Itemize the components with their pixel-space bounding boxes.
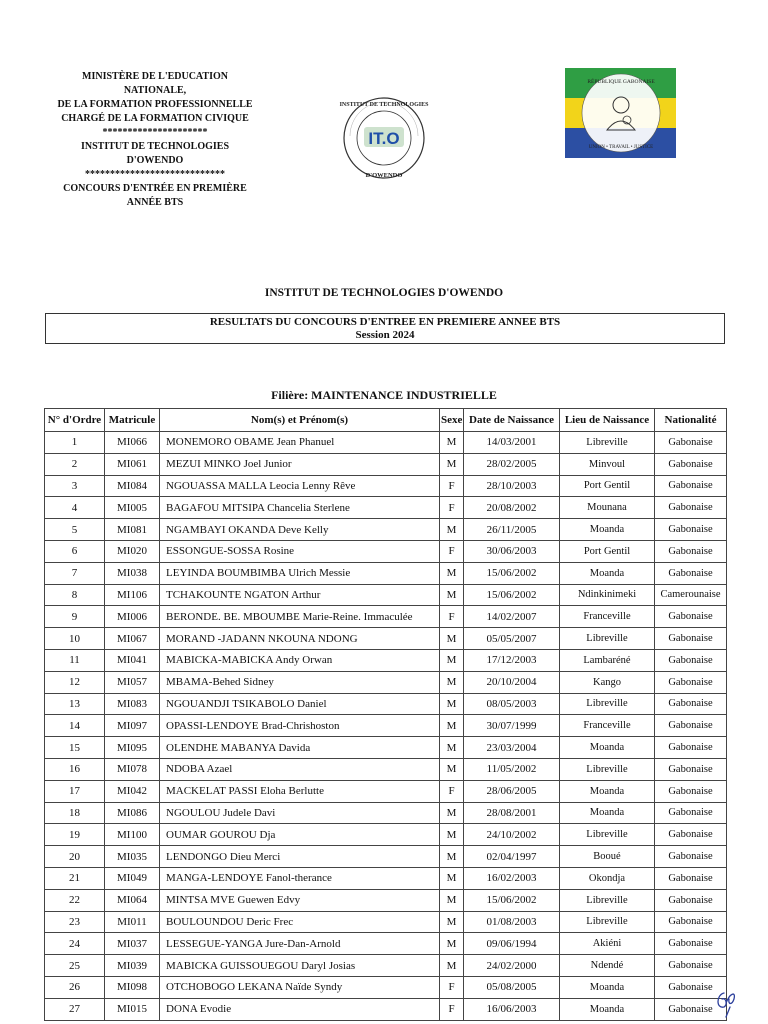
nationality-cell: Gabonaise [655, 846, 727, 868]
nationality-cell: Gabonaise [655, 628, 727, 650]
sex-cell: M [440, 846, 464, 868]
order-number-cell: 20 [45, 846, 105, 868]
matricule-cell: MI042 [105, 780, 160, 802]
table-row [45, 780, 727, 802]
birth-place-cell: Mounana [560, 497, 655, 519]
sex-cell: M [440, 889, 464, 911]
birth-place-cell: Libreville [560, 824, 655, 846]
order-number-cell: 3 [45, 475, 105, 497]
nationality-cell: Gabonaise [655, 562, 727, 584]
institute-title: INSTITUT DE TECHNOLOGIES D'OWENDO [264, 287, 504, 299]
order-number-cell: 8 [45, 584, 105, 606]
name-cell: OTCHOBOGO LEKANA Naïde Syndy [160, 976, 440, 998]
nationality-cell: Camerounaise [655, 584, 727, 606]
birth-place-cell: Franceville [560, 606, 655, 628]
order-number-cell: 2 [45, 453, 105, 475]
filiere-label: Filière: MAINTENANCE INDUSTRIELLE [271, 388, 497, 402]
order-number-cell: 4 [45, 497, 105, 519]
column-header: Nom(s) et Prénom(s) [160, 409, 440, 432]
table-row [45, 758, 727, 780]
matricule-cell: MI057 [105, 671, 160, 693]
column-header: N° d'Ordre [45, 409, 105, 432]
birth-date-cell: 14/03/2001 [464, 432, 560, 454]
ministry-line: DE LA FORMATION PROFESSIONNELLE [57, 99, 253, 110]
birth-date-cell: 09/06/1994 [464, 933, 560, 955]
table-row [45, 584, 727, 606]
name-cell: MABICKA-MABICKA Andy Orwan [160, 649, 440, 671]
nationality-cell: Gabonaise [655, 519, 727, 541]
nationality-cell: Gabonaise [655, 998, 727, 1020]
nationality-cell: Gabonaise [655, 889, 727, 911]
name-cell: NDOBA Azael [160, 758, 440, 780]
order-number-cell: 23 [45, 911, 105, 933]
name-cell: LESSEGUE-YANGA Jure-Dan-Arnold [160, 933, 440, 955]
birth-place-cell: Moanda [560, 802, 655, 824]
table-row [45, 671, 727, 693]
sex-cell: M [440, 911, 464, 933]
table-row [45, 933, 727, 955]
sex-cell: M [440, 802, 464, 824]
matricule-cell: MI098 [105, 976, 160, 998]
nationality-cell: Gabonaise [655, 780, 727, 802]
order-number-cell: 11 [45, 649, 105, 671]
order-number-cell: 10 [45, 628, 105, 650]
name-cell: BERONDE. BE. MBOUMBE Marie-Reine. Immaculée [160, 606, 440, 628]
results-table [44, 408, 727, 1021]
name-cell: TCHAKOUNTE NGATON Arthur [160, 584, 440, 606]
sex-cell: M [440, 737, 464, 759]
sex-cell: F [440, 998, 464, 1020]
matricule-cell: MI095 [105, 737, 160, 759]
seal-top-text: RÉPUBLIQUE GABONAISE [587, 79, 655, 85]
matricule-cell: MI015 [105, 998, 160, 1020]
order-number-cell: 22 [45, 889, 105, 911]
ministry-line: D'OWENDO [126, 155, 184, 166]
birth-date-cell: 15/06/2002 [464, 562, 560, 584]
nationality-cell: Gabonaise [655, 824, 727, 846]
birth-date-cell: 14/02/2007 [464, 606, 560, 628]
birth-place-cell: Moanda [560, 780, 655, 802]
birth-date-cell: 02/04/1997 [464, 846, 560, 868]
matricule-cell: MI039 [105, 955, 160, 977]
matricule-cell: MI100 [105, 824, 160, 846]
matricule-cell: MI064 [105, 889, 160, 911]
ministry-line: NATIONALE, [123, 85, 187, 96]
order-number-cell: 5 [45, 519, 105, 541]
order-number-cell: 13 [45, 693, 105, 715]
nationality-cell: Gabonaise [655, 867, 727, 889]
name-cell: BAGAFOU MITSIPA Chancelia Sterlene [160, 497, 440, 519]
matricule-cell: MI067 [105, 628, 160, 650]
name-cell: LENDONGO Dieu Merci [160, 846, 440, 868]
gabon-flag-seal [565, 68, 676, 158]
name-cell: NGAMBAYI OKANDA Deve Kelly [160, 519, 440, 541]
column-header: Nationalité [655, 409, 727, 432]
nationality-cell: Gabonaise [655, 432, 727, 454]
birth-place-cell: Okondja [560, 867, 655, 889]
name-cell: MBAMA-Behed Sidney [160, 671, 440, 693]
nationality-cell: Gabonaise [655, 606, 727, 628]
matricule-cell: MI011 [105, 911, 160, 933]
matricule-cell: MI049 [105, 867, 160, 889]
birth-place-cell: Port Gentil [560, 540, 655, 562]
ministry-line: CHARGÉ DE LA FORMATION CIVIQUE [61, 113, 249, 124]
separator-stars: ********************* [102, 127, 208, 138]
table-body [45, 432, 727, 1021]
name-cell: OLENDHE MABANYA Davida [160, 737, 440, 759]
order-number-cell: 14 [45, 715, 105, 737]
order-number-cell: 25 [45, 955, 105, 977]
sex-cell: F [440, 497, 464, 519]
sex-cell: M [440, 519, 464, 541]
ministry-line: INSTITUT DE TECHNOLOGIES [80, 141, 230, 152]
nationality-cell: Gabonaise [655, 715, 727, 737]
table-row [45, 867, 727, 889]
birth-date-cell: 28/08/2001 [464, 802, 560, 824]
matricule-cell: MI081 [105, 519, 160, 541]
birth-date-cell: 28/10/2003 [464, 475, 560, 497]
order-number-cell: 15 [45, 737, 105, 759]
matricule-cell: MI061 [105, 453, 160, 475]
sex-cell: M [440, 933, 464, 955]
birth-date-cell: 20/10/2004 [464, 671, 560, 693]
nationality-cell: Gabonaise [655, 758, 727, 780]
sex-cell: M [440, 649, 464, 671]
ministry-line: ANNÉE BTS [126, 197, 184, 208]
matricule-cell: MI020 [105, 540, 160, 562]
birth-date-cell: 23/03/2004 [464, 737, 560, 759]
birth-place-cell: Libreville [560, 758, 655, 780]
sex-cell: M [440, 955, 464, 977]
name-cell: OUMAR GOUROU Dja [160, 824, 440, 846]
column-header: Lieu de Naissance [560, 409, 655, 432]
table-row [45, 802, 727, 824]
sex-cell: M [440, 453, 464, 475]
birth-date-cell: 08/05/2003 [464, 693, 560, 715]
logo-ring-text: INSTITUT DE TECHNOLOGIES [339, 102, 429, 108]
table-row [45, 824, 727, 846]
matricule-cell: MI086 [105, 802, 160, 824]
name-cell: NGOULOU Judele Davi [160, 802, 440, 824]
order-number-cell: 7 [45, 562, 105, 584]
birth-place-cell: Ndendé [560, 955, 655, 977]
birth-date-cell: 20/08/2002 [464, 497, 560, 519]
sex-cell: M [440, 824, 464, 846]
nationality-cell: Gabonaise [655, 976, 727, 998]
matricule-cell: MI106 [105, 584, 160, 606]
birth-date-cell: 28/02/2005 [464, 453, 560, 475]
matricule-cell: MI066 [105, 432, 160, 454]
order-number-cell: 18 [45, 802, 105, 824]
table-row [45, 497, 727, 519]
sex-cell: F [440, 976, 464, 998]
matricule-cell: MI083 [105, 693, 160, 715]
birth-place-cell: Kango [560, 671, 655, 693]
nationality-cell: Gabonaise [655, 933, 727, 955]
table-row [45, 519, 727, 541]
ministry-line: CONCOURS D'ENTRÉE EN PREMIÈRE [63, 183, 247, 194]
logo-mark: IT.O [368, 129, 400, 148]
name-cell: BOULOUNDOU Deric Frec [160, 911, 440, 933]
name-cell: LEYINDA BOUMBIMBA Ulrich Messie [160, 562, 440, 584]
column-header: Date de Naissance [464, 409, 560, 432]
table-row [45, 432, 727, 454]
ministry-line: MINISTÈRE DE L'EDUCATION [82, 71, 228, 82]
separator-stars: **************************** [85, 169, 225, 180]
order-number-cell: 12 [45, 671, 105, 693]
birth-place-cell: Akiéni [560, 933, 655, 955]
name-cell: NGOUANDJI TSIKABOLO Daniel [160, 693, 440, 715]
sex-cell: M [440, 432, 464, 454]
name-cell: MONEMORO OBAME Jean Phanuel [160, 432, 440, 454]
session-label: Session 2024 [355, 329, 415, 341]
table-row [45, 562, 727, 584]
sex-cell: M [440, 562, 464, 584]
name-cell: NGOUASSA MALLA Leocia Lenny Rêve [160, 475, 440, 497]
nationality-cell: Gabonaise [655, 671, 727, 693]
school-logo [336, 96, 432, 182]
table-row [45, 475, 727, 497]
name-cell: MABICKA GUISSOUEGOU Daryl Josias [160, 955, 440, 977]
seal-bottom-text: UNION • TRAVAIL • JUSTICE [588, 145, 654, 150]
sex-cell: F [440, 475, 464, 497]
birth-date-cell: 11/05/2002 [464, 758, 560, 780]
table-row [45, 628, 727, 650]
birth-place-cell: Lambaréné [560, 649, 655, 671]
nationality-cell: Gabonaise [655, 540, 727, 562]
birth-date-cell: 24/10/2002 [464, 824, 560, 846]
birth-date-cell: 16/02/2003 [464, 867, 560, 889]
birth-place-cell: Moanda [560, 998, 655, 1020]
nationality-cell: Gabonaise [655, 737, 727, 759]
order-number-cell: 6 [45, 540, 105, 562]
matricule-cell: MI037 [105, 933, 160, 955]
matricule-cell: MI078 [105, 758, 160, 780]
sex-cell: F [440, 780, 464, 802]
matricule-cell: MI038 [105, 562, 160, 584]
table-row [45, 737, 727, 759]
sex-cell: M [440, 671, 464, 693]
table-row [45, 955, 727, 977]
birth-place-cell: Libreville [560, 889, 655, 911]
order-number-cell: 17 [45, 780, 105, 802]
sex-cell: M [440, 584, 464, 606]
name-cell: MACKELAT PASSI Eloha Berlutte [160, 780, 440, 802]
order-number-cell: 16 [45, 758, 105, 780]
table-row [45, 693, 727, 715]
birth-place-cell: Port Gentil [560, 475, 655, 497]
nationality-cell: Gabonaise [655, 497, 727, 519]
order-number-cell: 26 [45, 976, 105, 998]
birth-date-cell: 16/06/2003 [464, 998, 560, 1020]
birth-place-cell: Libreville [560, 628, 655, 650]
name-cell: ESSONGUE-SOSSA Rosine [160, 540, 440, 562]
sex-cell: M [440, 758, 464, 780]
birth-place-cell: Libreville [560, 693, 655, 715]
nationality-cell: Gabonaise [655, 955, 727, 977]
results-title-box [45, 313, 725, 344]
name-cell: MEZUI MINKO Joel Junior [160, 453, 440, 475]
logo-bottom-text: D'OWENDO [365, 172, 403, 179]
ministry-header [40, 70, 270, 210]
table-row [45, 649, 727, 671]
table-row [45, 715, 727, 737]
birth-date-cell: 01/08/2003 [464, 911, 560, 933]
handwritten-initials [712, 985, 742, 1019]
birth-date-cell: 17/12/2003 [464, 649, 560, 671]
birth-place-cell: Minvoul [560, 453, 655, 475]
results-title: RESULTATS DU CONCOURS D'ENTREE EN PREMIERE ANNEE BTS [209, 316, 561, 328]
birth-place-cell: Libreville [560, 911, 655, 933]
birth-place-cell: Booué [560, 846, 655, 868]
table-row [45, 911, 727, 933]
table-row [45, 976, 727, 998]
birth-date-cell: 30/07/1999 [464, 715, 560, 737]
birth-date-cell: 26/11/2005 [464, 519, 560, 541]
birth-date-cell: 28/06/2005 [464, 780, 560, 802]
birth-place-cell: Ndinkinimeki [560, 584, 655, 606]
matricule-cell: MI035 [105, 846, 160, 868]
birth-date-cell: 24/02/2000 [464, 955, 560, 977]
sex-cell: F [440, 606, 464, 628]
table-row [45, 453, 727, 475]
birth-date-cell: 05/05/2007 [464, 628, 560, 650]
birth-place-cell: Franceville [560, 715, 655, 737]
sex-cell: F [440, 540, 464, 562]
matricule-cell: MI084 [105, 475, 160, 497]
birth-date-cell: 15/06/2002 [464, 584, 560, 606]
table-row [45, 889, 727, 911]
sex-cell: M [440, 715, 464, 737]
birth-place-cell: Libreville [560, 432, 655, 454]
order-number-cell: 24 [45, 933, 105, 955]
column-header: Matricule [105, 409, 160, 432]
table-row [45, 846, 727, 868]
sex-cell: M [440, 628, 464, 650]
order-number-cell: 27 [45, 998, 105, 1020]
column-header: Sexe [440, 409, 464, 432]
nationality-cell: Gabonaise [655, 453, 727, 475]
table-row [45, 998, 727, 1020]
order-number-cell: 21 [45, 867, 105, 889]
sex-cell: M [440, 867, 464, 889]
nationality-cell: Gabonaise [655, 475, 727, 497]
nationality-cell: Gabonaise [655, 911, 727, 933]
nationality-cell: Gabonaise [655, 649, 727, 671]
birth-place-cell: Moanda [560, 562, 655, 584]
order-number-cell: 1 [45, 432, 105, 454]
name-cell: MANGA-LENDOYE Fanol-therance [160, 867, 440, 889]
birth-place-cell: Moanda [560, 519, 655, 541]
nationality-cell: Gabonaise [655, 693, 727, 715]
birth-date-cell: 05/08/2005 [464, 976, 560, 998]
name-cell: OPASSI-LENDOYE Brad-Chrishoston [160, 715, 440, 737]
matricule-cell: MI006 [105, 606, 160, 628]
name-cell: MINTSA MVE Guewen Edvy [160, 889, 440, 911]
matricule-cell: MI041 [105, 649, 160, 671]
sex-cell: M [440, 693, 464, 715]
order-number-cell: 9 [45, 606, 105, 628]
order-number-cell: 19 [45, 824, 105, 846]
nationality-cell: Gabonaise [655, 802, 727, 824]
table-row [45, 606, 727, 628]
table-row [45, 540, 727, 562]
name-cell: DONA Evodie [160, 998, 440, 1020]
matricule-cell: MI005 [105, 497, 160, 519]
birth-date-cell: 30/06/2003 [464, 540, 560, 562]
birth-date-cell: 15/06/2002 [464, 889, 560, 911]
birth-place-cell: Moanda [560, 976, 655, 998]
table-header-row [45, 409, 727, 432]
matricule-cell: MI097 [105, 715, 160, 737]
birth-place-cell: Moanda [560, 737, 655, 759]
name-cell: MORAND -JADANN NKOUNA NDONG [160, 628, 440, 650]
